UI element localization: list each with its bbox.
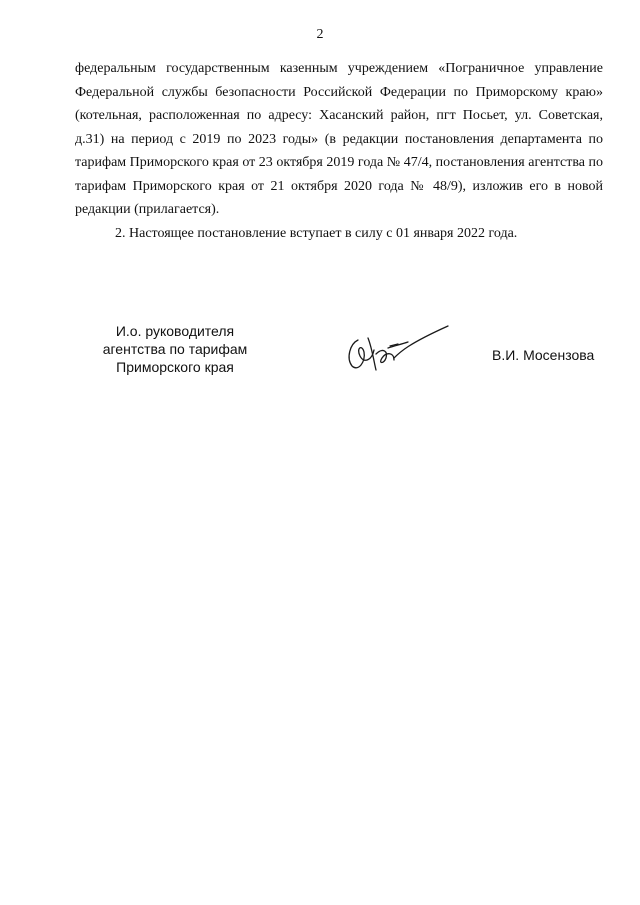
signer-name: В.И. Мосензова	[492, 347, 595, 363]
signer-title-block	[70, 322, 280, 376]
document-body	[75, 57, 603, 245]
signer-title-line: агентства по тарифам	[102, 341, 248, 357]
body-paragraph-2: 2. Настоящее постановление вступает в силу с 01 января 2022 года.	[115, 225, 518, 241]
page-number: 2	[316, 27, 324, 42]
signer-title-line: И.о. руководителя	[115, 323, 235, 339]
body-paragraph-1: федеральным государственным казенным учреждением «Пограничное управление Федеральной службы безопасности Российской Федерации по Приморскому краю» (котельная, расположенная по адресу: Хасанский район, пгт Посьет, ул. Советская, д.31) на период с 2019 по 2023 годы» (в редакции постановления департамента по тарифам Приморского края от 23 октября 2019 года № 47/4, постановления агентства по тарифам Приморского края от 21 октября 2020 года № 48/9), изложив его в новой редакции (прилагается).	[75, 61, 603, 217]
handwritten-signature	[338, 318, 458, 378]
signer-title-line: Приморского края	[116, 359, 234, 375]
